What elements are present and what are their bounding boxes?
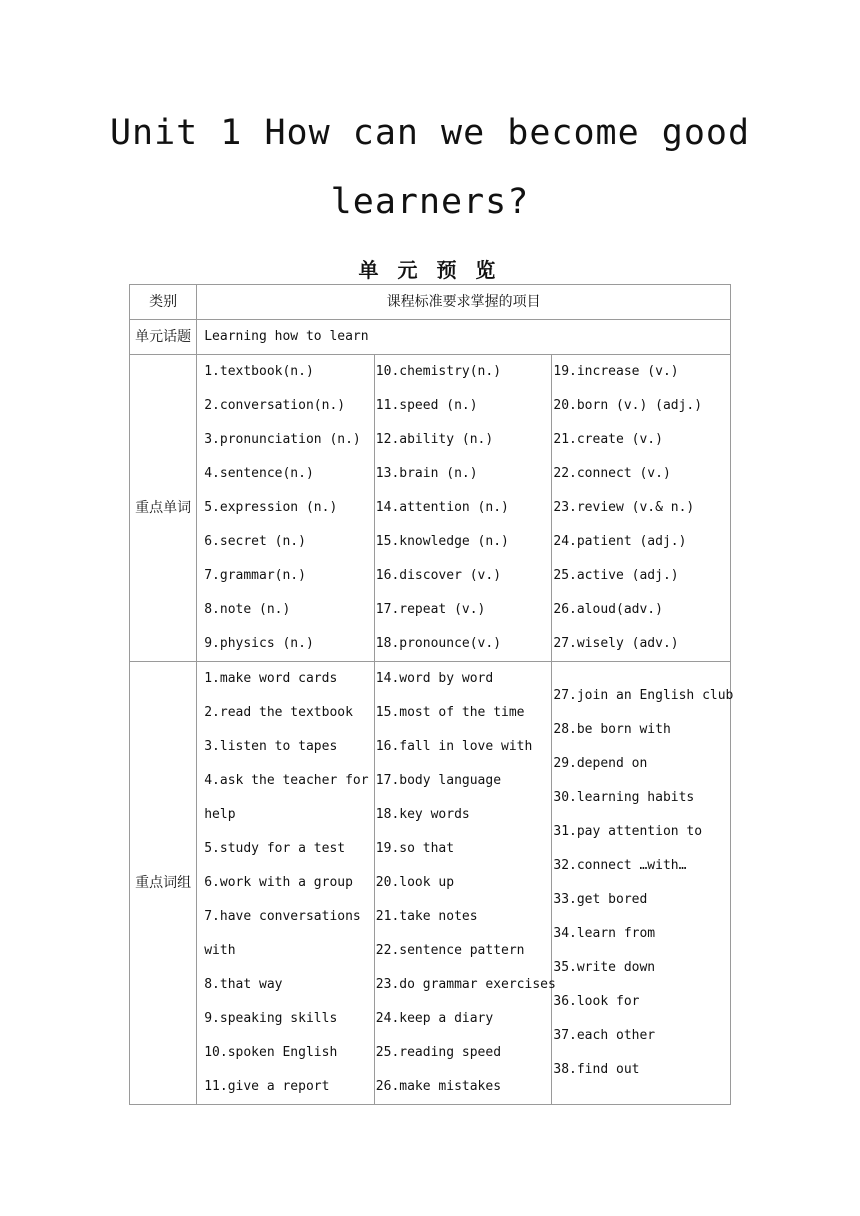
unit-title-line-1: Unit 1 How can we become good — [109, 113, 751, 153]
phrase-item: 21.take notes — [375, 909, 478, 924]
phrase-item: 9.speaking skills — [204, 1011, 338, 1026]
phrase-item: 18.key words — [375, 807, 470, 822]
phrase-item: 33.get bored — [553, 892, 648, 907]
word-item: 9.physics (n.) — [204, 636, 314, 651]
word-item: 6.secret (n.) — [204, 534, 306, 549]
word-item: 12.ability (n.) — [375, 432, 494, 447]
phrase-item: 15.most of the time — [375, 705, 525, 720]
phrase-item: 7.have conversations — [204, 909, 361, 924]
phrase-item: 19.so that — [375, 841, 455, 856]
phrase-item: 23.do grammar exercises — [375, 977, 556, 992]
phrase-item: 27.join an English club — [553, 688, 734, 703]
word-item: 24.patient (adj.) — [553, 534, 687, 549]
word-item: 7.grammar(n.) — [204, 568, 306, 583]
phrase-item: 1.make word cards — [204, 671, 338, 686]
word-item: 22.connect (v.) — [553, 466, 671, 481]
phrase-item: 26.make mistakes — [375, 1079, 502, 1094]
key-phrases-category: 重点词组 — [130, 662, 197, 1105]
table-header-row — [130, 285, 731, 320]
key-words-column-2 — [374, 355, 552, 662]
phrase-item: 2.read the textbook — [204, 705, 353, 720]
topic-value: Learning how to learn — [197, 320, 731, 355]
phrase-item: 22.sentence pattern — [375, 943, 525, 958]
phrase-item: 31.pay attention to — [553, 824, 703, 839]
phrase-item: 29.depend on — [553, 756, 648, 771]
word-item: 11.speed (n.) — [375, 398, 478, 413]
phrase-item: help — [204, 807, 236, 822]
phrase-item: with — [204, 943, 236, 958]
key-words-row — [130, 355, 731, 662]
phrase-item: 34.learn from — [553, 926, 656, 941]
key-phrases-column-2 — [374, 662, 556, 1105]
phrase-item: 28.be born with — [553, 722, 671, 737]
phrase-item: 10.spoken English — [204, 1045, 338, 1060]
word-item: 8.note (n.) — [204, 602, 291, 617]
word-item: 16.discover (v.) — [375, 568, 502, 583]
header-category: 类别 — [130, 285, 197, 320]
phrase-item: 5.study for a test — [204, 841, 346, 856]
phrase-item: 35.write down — [553, 960, 656, 975]
word-item: 19.increase (v.) — [553, 364, 679, 379]
phrase-item: 11.give a report — [204, 1079, 330, 1094]
word-item: 10.chemistry(n.) — [375, 364, 502, 379]
word-item: 13.brain (n.) — [375, 466, 478, 481]
word-item: 17.repeat (v.) — [375, 602, 486, 617]
word-item: 23.review (v.& n.) — [553, 500, 695, 515]
word-item: 25.active (adj.) — [553, 568, 679, 583]
phrase-item: 8.that way — [204, 977, 283, 992]
key-phrases-column-3 — [552, 662, 734, 1105]
key-words-column-3 — [552, 355, 731, 662]
topic-category: 单元话题 — [130, 320, 197, 355]
key-phrases-column-1 — [197, 662, 375, 1105]
word-item: 2.conversation(n.) — [204, 398, 346, 413]
phrase-item: 6.work with a group — [204, 875, 353, 890]
unit-preview-heading: 单 元 预 览 — [358, 258, 502, 282]
key-words-category: 重点单词 — [130, 355, 197, 662]
vocabulary-table — [129, 284, 734, 1105]
word-item: 4.sentence(n.) — [204, 466, 314, 481]
word-item: 5.expression (n.) — [204, 500, 338, 515]
topic-row — [130, 320, 731, 355]
phrase-item: 20.look up — [375, 875, 455, 890]
phrase-item: 30.learning habits — [553, 790, 695, 805]
phrase-item: 37.each other — [553, 1028, 656, 1043]
word-item: 20.born (v.) (adj.) — [553, 398, 703, 413]
phrase-item: 24.keep a diary — [375, 1011, 494, 1026]
header-items: 课程标准要求掌握的项目 — [197, 285, 731, 320]
phrase-item: 17.body language — [375, 773, 502, 788]
phrase-item: 25.reading speed — [375, 1045, 502, 1060]
word-item: 27.wisely (adv.) — [553, 636, 679, 651]
phrase-item: 16.fall in love with — [375, 739, 533, 754]
key-words-column-1 — [197, 355, 375, 662]
unit-title-line-2: learners? — [330, 182, 530, 222]
phrase-item: 38.find out — [553, 1062, 640, 1077]
key-phrases-row — [130, 662, 731, 1105]
phrase-item: 4.ask the teacher for — [204, 773, 369, 788]
word-item: 3.pronunciation (n.) — [204, 432, 361, 447]
phrase-item: 14.word by word — [375, 671, 494, 686]
phrase-item: 3.listen to tapes — [204, 739, 338, 754]
word-item: 1.textbook(n.) — [204, 364, 314, 379]
phrase-item: 36.look for — [553, 994, 640, 1009]
word-item: 21.create (v.) — [553, 432, 663, 447]
phrase-item: 32.connect …with… — [553, 858, 687, 873]
word-item: 26.aloud(adv.) — [553, 602, 663, 617]
word-item: 18.pronounce(v.) — [375, 636, 502, 651]
word-item: 14.attention (n.) — [375, 500, 509, 515]
word-item: 15.knowledge (n.) — [375, 534, 509, 549]
